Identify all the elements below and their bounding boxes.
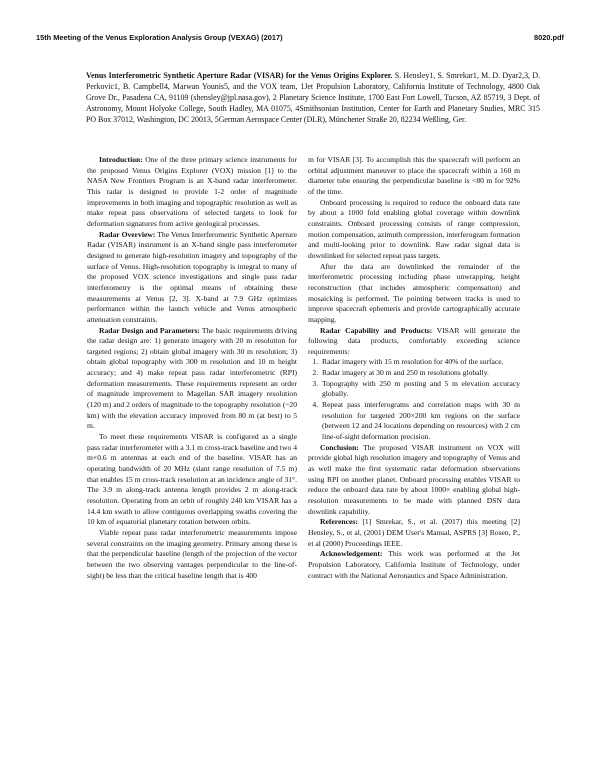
left-column xyxy=(87,155,297,581)
design-text: The basic requirements driving the radar design are: 1) generate imagery with 20 m resolution for targeted regions; 2) obtain global imagery with 30 m resolution; 3) obtain global topography with 300 m resolution and 10 m height accuracy; and 4) make repeat pass radar interferometric (RPI) deformation measurements. These requirements represent an order of magnitude improvement to Magellan SAR imagery resolution (120 m) and 2 orders of magnitude to the topography resolution (~20 km) with the elevation accuracy improved from 80 m (at best) to 5 m. xyxy=(87,325,297,431)
title-block xyxy=(86,70,540,125)
design-paragraph xyxy=(87,326,297,433)
conclusion-heading: Conclusion: xyxy=(320,442,359,452)
conclusion-text: The proposed VISAR instrument on VOX will provide global high resolution imagery and topography of Venus and as well make the first systematic radar deformation observations using RPI on another planet. Onboard processing enables VISAR to reduce the onboard data rate by about 1000× enabling global high-resolution measurements to be made with planned DSN data downlink capability. xyxy=(308,442,520,516)
references-paragraph xyxy=(308,517,520,549)
products-list xyxy=(308,357,520,442)
file-name: 8020.pdf xyxy=(534,33,564,42)
radar-overview-text: The Venus Interferometric Synthetic Aperture Radar (VISAR) instrument is an X-band single pass interferometer designed to generate high-resolution imagery and topography of the surface of Venus. High-resolution topography is integral to many of the proposed VOX science investigations and single pass radar interferometry is the optimal means of obtaining these measurements at Venus [2, 3]. X-band at 7.9 GHz optimizes performance within the launch vehicle and Venus atmospheric attenuation constraints. xyxy=(87,229,297,324)
conference-name: 15th Meeting of the Venus Exploration Analysis Group (VEXAG) (2017) xyxy=(36,33,283,42)
references-heading: References: xyxy=(320,517,358,527)
acknowledgement-heading: Acknowledgement: xyxy=(320,549,383,559)
conclusion-paragraph xyxy=(308,443,520,518)
right-column xyxy=(308,155,520,581)
intro-text: One of the three primary science instruments for the proposed Venus Origins Explorer (VOX) mission [1] to the NASA New Frontiers Program is an X-band radar interferometer. This radar is designed to provide 1-2 order of magnitude improvements in both imaging and topographic resolution as well as make repeat pass observations of selected targets to look for deformation signatures from active geological processes. xyxy=(87,155,297,228)
list-item: 4. Repeat pass interferograms and correlation maps with 30 m resolution for targeted 200×200 km regions on the surface (between 12 and 24 locations depending on resources) with 2 cm line-of-sight deformation precision. xyxy=(320,400,520,443)
references-text: [1] Smrekar, S., et al. (2017) this meeting [2] Hensley, S., et al, (2001) DEM User's Manual, ASPRS [3] Rosen, P., et al (2000) Proceedings IEEE. xyxy=(308,517,520,548)
acknowledgement-paragraph xyxy=(308,549,520,581)
config-paragraph: To meet these requirements VISAR is configured as a single pass radar interferometer with a 3.1 m cross-track baseline and two 4 m×0.6 m antennas at each end of the baseline. VISAR has an operating bandwidth of 20 MHz (slant range resolution of 7.5 m) that enables 15 m cross-track resolution at an incidence angle of 31°. The 3.9 m along-track antenna length provides 2 m along-track resolution. Operating from an orbit of roughly 240 km VISAR has a 14.4 km swath to allow contiguous overlapping swaths covering the 10 km of equatorial planetary rotation between orbits. xyxy=(87,432,297,527)
list-item: 1. Radar imagery with 15 m resolution for 40% of the surface. xyxy=(320,357,520,368)
capability-paragraph xyxy=(308,326,520,358)
intro-heading: Introduction: xyxy=(99,155,143,164)
capability-text: VISAR will generate the following data products, comfortably exceeding science requirements: xyxy=(308,325,521,356)
acknowledgement-text: This work was performed at the Jet Propulsion Laboratory, California Institute of Technology, under contract with the National Aeronautics and Space Administration. xyxy=(308,549,520,580)
repeat-pass-paragraph: Viable repeat pass radar interferometric measurements impose several constraints on the imaging geometry. Primary among these is that the perpendicular baseline (length of the projection of the vector between the two observing vantages perpendicular to the line-of-sight) be less than the critical baseline length that is 400 xyxy=(87,527,297,580)
downlink-paragraph: After the data are downlinked the remainder of the interferometric processing including phase unwrapping, height reconstruction (that includes atmospheric compensation) and mosaicking is performed. Tie pointing between tracks is used to improve spacecraft ephemeris and provide cartographically accurate mapping. xyxy=(308,261,520,324)
list-item: 2. Radar imagery at 30 m and 250 m resolutions globally. xyxy=(320,368,520,379)
page-header xyxy=(36,33,564,47)
capability-heading: Radar Capability and Products: xyxy=(320,325,433,335)
design-heading: Radar Design and Parameters: xyxy=(99,325,200,335)
paper-title: Venus Interferometric Synthetic Aperture Radar (VISAR) for the Venus Origins Explorer. xyxy=(86,71,393,80)
radar-overview-heading: Radar Overview: xyxy=(99,229,156,239)
intro-paragraph xyxy=(87,155,297,230)
list-item: 3. Topography with 250 m posting and 5 m elevation accuracy globally. xyxy=(320,379,520,400)
author-affiliations: S. Hensley1, S. Smrekar1, M. D. Dyar2,3, D. Perkovic1, B. Campbell4, Marwan Younis5, and the VOX team, 1Jet Propulsion Laboratory, California Institute of Technology, 4800 Oak Grove Dr., Pasadena CA, 91109 (shensley@jpl.nasa.gov), 2 Planetary Science Institute, 1700 East Fort Lowell, Tucson, AZ 85719, 3 Dept. of Astronomy, Mount Holyoke College, South Hadley, MA 01075, 4Smithsonian Institution, Center for Earth and Planetary Studies, MRC 315 PO Box 37012, Washington, DC 20013, 5German Aerospace Center (DLR), Münchener Straße 20, 82234 Weßling, Ger. xyxy=(86,71,540,124)
onboard-paragraph: Onboard processing is required to reduce the onboard data rate by about a 1000 fold enabling global coverage within downlink constraints. Onboard processing consists of range compression, motion compensation, azimuth compression, interferogram formation and multi-looking prior to downlink. Raw radar signal data is downlinked for selected repeat pass targets. xyxy=(308,197,520,260)
radar-overview-paragraph xyxy=(87,230,297,326)
continued-paragraph: m for VISAR [3]. To accomplish this the spacecraft will perform an orbital adjustment maneuver to place the spacecraft within a 160 m diameter tube ensuring the perpendicular baseline is <80 m for 92% of the time. xyxy=(308,155,520,196)
